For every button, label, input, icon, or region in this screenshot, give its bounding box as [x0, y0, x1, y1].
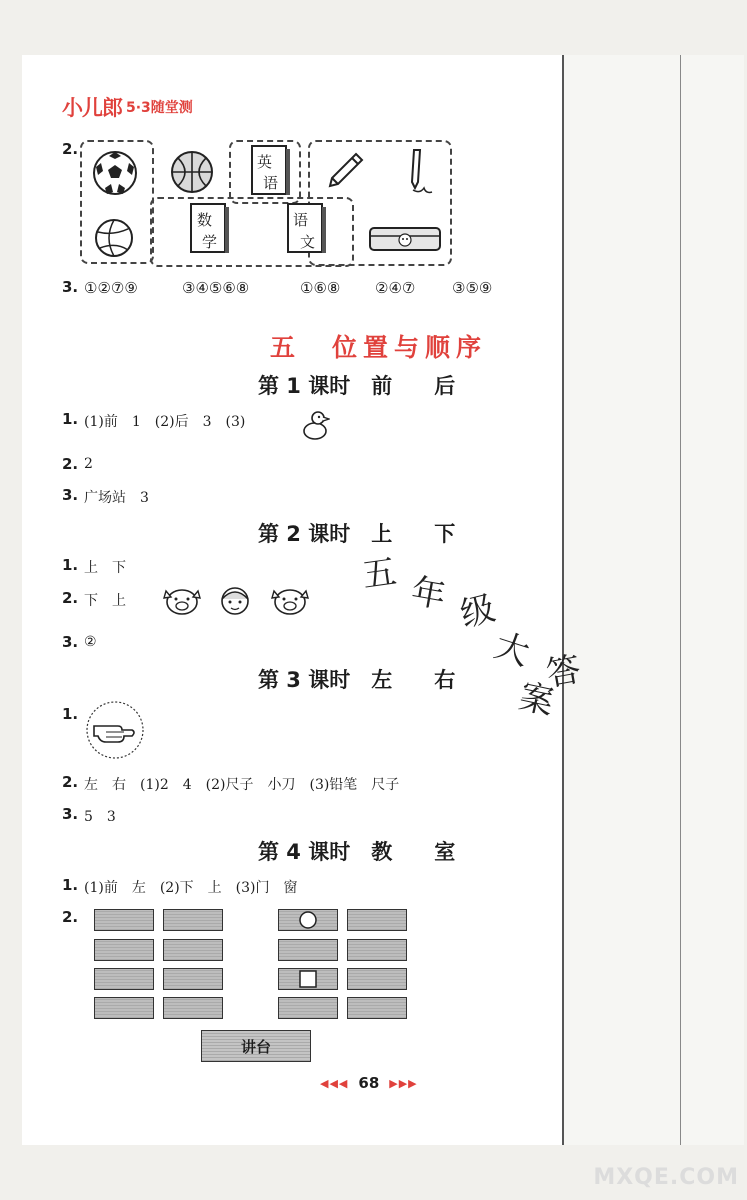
desk-seat — [163, 939, 223, 961]
desk-seat — [94, 939, 154, 961]
question-number: 3. — [62, 278, 79, 296]
answer-text: (1)前 左 (2)下 上 (3)门 窗 — [84, 880, 298, 896]
answer-text: 下 上 — [84, 593, 126, 609]
question-number: 2. — [62, 589, 79, 607]
square-mark-icon — [279, 969, 337, 989]
question-number: 1. — [62, 705, 79, 723]
question-number: 2. — [62, 908, 79, 926]
answer-text: ② — [84, 634, 97, 650]
left-arrows-icon: ◀◀◀ — [320, 1076, 349, 1090]
desk-seat — [347, 939, 407, 961]
question-number: 3. — [62, 486, 79, 504]
question-number: 2. — [62, 773, 79, 791]
desk-seat — [278, 997, 338, 1019]
question-number: 3. — [62, 805, 79, 823]
pointing-hand-icon — [84, 700, 146, 760]
podium-label: 讲台 — [240, 1037, 271, 1056]
desk-seat — [347, 909, 407, 931]
book-title-char: 文 — [300, 233, 316, 251]
question-number: 3. — [62, 633, 79, 651]
answer-group: ②④⑦ — [375, 279, 416, 297]
answer-text: 5 3 — [84, 809, 116, 825]
right-arrows-icon: ▶▶▶ — [389, 1076, 418, 1090]
page-fold-line — [562, 55, 564, 1145]
desk-seat — [347, 968, 407, 990]
book-title-char: 学 — [202, 233, 218, 251]
page-fold-line-2 — [680, 55, 681, 1145]
desk-seat — [94, 909, 154, 931]
brand-logo: 小儿郎 — [62, 95, 122, 120]
lesson-title: 第 2 课时 上 下 — [258, 522, 456, 546]
answer-group: ③⑤⑨ — [452, 279, 493, 297]
answer-text: 2 — [84, 456, 93, 472]
handwritten-char: 五 — [359, 551, 400, 597]
answer-text: 左 右 (1)2 4 (2)尺子 小刀 (3)铅笔 尺子 — [84, 777, 400, 793]
question-number: 2. — [62, 455, 79, 473]
pig-face-icon — [268, 585, 312, 617]
page-number: 68 — [358, 1074, 380, 1092]
answer-text: 广场站 3 — [84, 490, 149, 506]
desk-seat — [278, 968, 338, 990]
girl-face-icon — [215, 583, 255, 617]
answer-text: 上 下 — [84, 560, 126, 576]
book-title-char: 语 — [293, 211, 309, 229]
section-title: 五 位置与顺序 — [270, 333, 488, 362]
answer-group: ③④⑤⑥⑧ — [182, 279, 250, 297]
pen-icon — [398, 148, 434, 196]
duck-icon — [300, 407, 330, 441]
desk-seat — [94, 968, 154, 990]
handwritten-char: 年 — [408, 571, 449, 617]
basketball-icon — [170, 150, 214, 194]
desk-seat — [163, 909, 223, 931]
lesson-title: 第 3 课时 左 右 — [258, 668, 456, 692]
lesson-title: 第 4 课时 教 室 — [258, 840, 456, 864]
page-footer — [320, 1074, 418, 1092]
desk-seat — [94, 997, 154, 1019]
lesson-title: 第 1 课时 前 后 — [258, 374, 456, 398]
pig-face-icon — [160, 585, 204, 617]
podium — [201, 1030, 311, 1062]
question-number: 1. — [62, 876, 79, 894]
answer-group: ①②⑦⑨ — [84, 279, 138, 297]
desk-seat — [347, 997, 407, 1019]
volleyball-icon — [94, 218, 134, 258]
soccer-ball-icon — [92, 150, 138, 196]
handwritten-char: 级 — [456, 588, 500, 636]
pencil-icon — [326, 150, 366, 190]
pencil-case-icon — [368, 222, 442, 254]
desk-seat — [278, 939, 338, 961]
question-number: 1. — [62, 410, 79, 428]
handwritten-char: 大 — [489, 625, 535, 675]
handwritten-char: 答 — [543, 649, 584, 695]
circle-mark-icon — [279, 910, 337, 930]
question-number: 2. — [62, 140, 79, 158]
answer-group: ①⑥⑧ — [300, 279, 341, 297]
adjacent-page-edge — [562, 55, 744, 1145]
answer-text: (1)前 1 (2)后 3 (3) — [84, 414, 246, 430]
brand-header — [62, 92, 193, 122]
watermark: MXQE.COM — [593, 1165, 739, 1190]
desk-seat — [163, 968, 223, 990]
desk-seat — [163, 997, 223, 1019]
desk-seat — [278, 909, 338, 931]
book-title-char: 数 — [197, 211, 213, 229]
brand-subtitle: 5·3随堂测 — [126, 100, 193, 116]
book-title-char: 英 — [257, 153, 273, 171]
book-title-char: 语 — [263, 174, 279, 192]
question-number: 1. — [62, 556, 79, 574]
handwritten-char: 案 — [515, 676, 558, 724]
